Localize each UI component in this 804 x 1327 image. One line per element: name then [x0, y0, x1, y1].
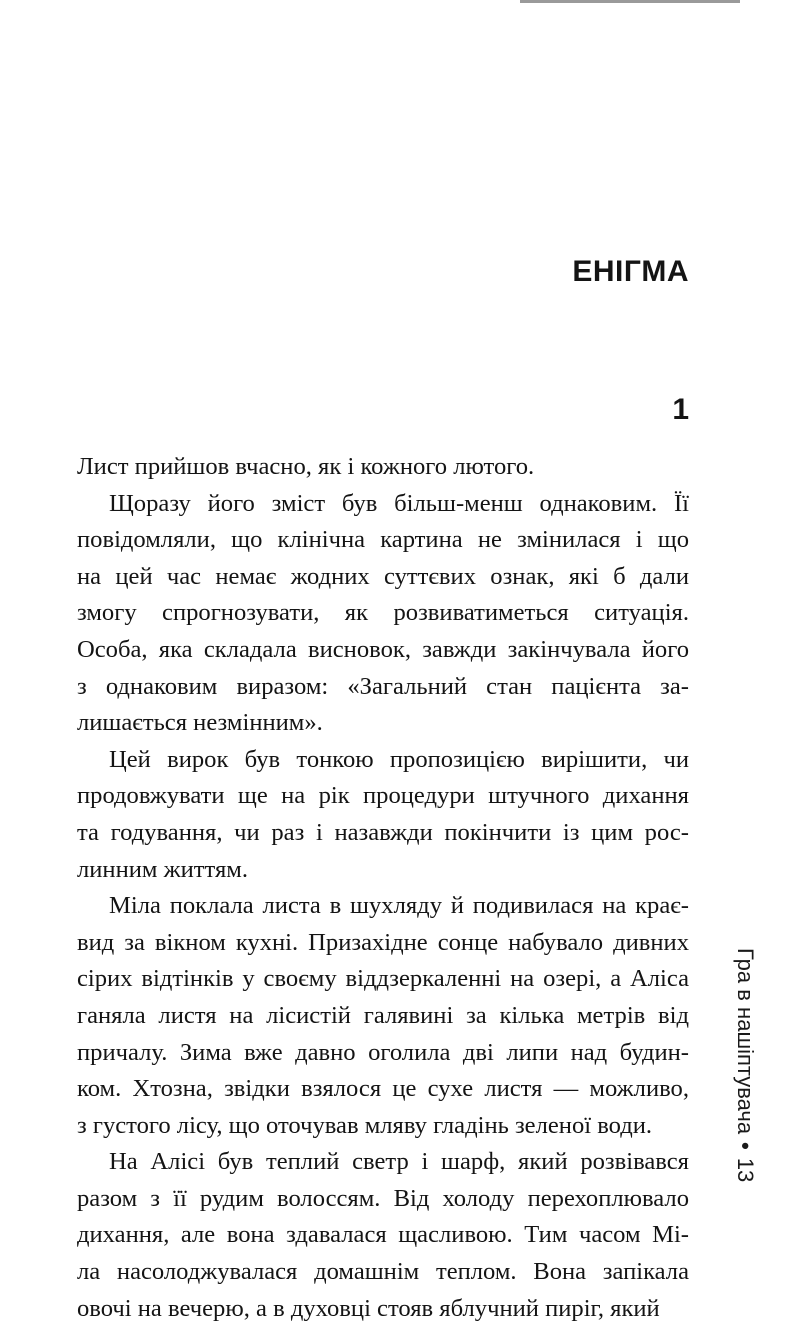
- text-line: Особа, яка складала висновок, завжди закінчувала його: [77, 635, 689, 663]
- text-line: разом з її рудим волоссям. Від холоду перехоплювало: [77, 1184, 689, 1212]
- text-line: повідомляли, що клінічна картина не змінилася і що: [77, 526, 689, 554]
- paragraph: [77, 449, 689, 486]
- paragraph: [77, 486, 689, 742]
- text-line: та годування, чи раз і назавжди покінчити із цим рос-: [77, 818, 689, 846]
- text-line: причалу. Зима вже давно оголила дві липи над будин-: [77, 1038, 689, 1066]
- text-line: продовжувати ще на рік процедури штучного дихання: [77, 782, 689, 810]
- paragraph: [77, 888, 689, 1144]
- text-line: ла насолоджувалася домашнім теплом. Вона запікала: [77, 1258, 689, 1286]
- section-number: 1: [672, 393, 689, 426]
- text-line: з густого лісу, що оточував мляву гладінь зеленої води.: [77, 1111, 653, 1139]
- text-line: Лист прийшов вчасно, як і кожного лютого.: [77, 453, 535, 480]
- text-line: на цей час немає жодних суттєвих ознак, які б дали: [77, 562, 689, 590]
- text-line: Цей вирок був тонкою пропозицією вирішити, чи: [109, 745, 689, 773]
- footer-separator: •: [733, 1142, 758, 1150]
- paragraph: [77, 742, 689, 888]
- top-rule: [520, 0, 740, 3]
- text-line: з однаковим виразом: «Загальний стан пацієнта за-: [77, 672, 689, 700]
- book-title: Гра в нашіптувача: [733, 948, 758, 1135]
- text-line: На Алісі був теплий светр і шарф, який розвівався: [109, 1148, 689, 1176]
- body-text: [77, 449, 689, 1327]
- text-line: дихання, але вона здавалася щасливою. Тим часом Мі-: [77, 1221, 689, 1249]
- paragraph: [77, 1144, 689, 1327]
- page-number: 13: [733, 1157, 758, 1183]
- text-line: ганяла листя на лісистій галявині за кілька метрів від: [77, 1001, 689, 1029]
- text-line: лишається незмінним».: [77, 709, 323, 737]
- text-line: вид за вікном кухні. Призахідне сонце набувало дивних: [77, 928, 689, 956]
- running-footer: [733, 948, 757, 1198]
- chapter-title: ЕНІГМА: [572, 255, 689, 288]
- text-line: Щоразу його зміст був більш-менш однаковим. Її: [109, 489, 689, 517]
- text-line: Міла поклала листа в шухляду й подивилася на крає-: [109, 892, 689, 920]
- text-line: змогу спрогнозувати, як розвиватиметься ситуація.: [77, 599, 689, 627]
- text-line: сірих відтінків у своєму віддзеркаленні на озері, а Аліса: [77, 965, 689, 993]
- text-line: линним життям.: [77, 855, 248, 883]
- text-line: ком. Хтозна, звідки взялося це сухе листя — можливо,: [77, 1075, 689, 1103]
- text-line: овочі на вечерю, а в духовці стояв яблучний пиріг, який: [77, 1294, 660, 1322]
